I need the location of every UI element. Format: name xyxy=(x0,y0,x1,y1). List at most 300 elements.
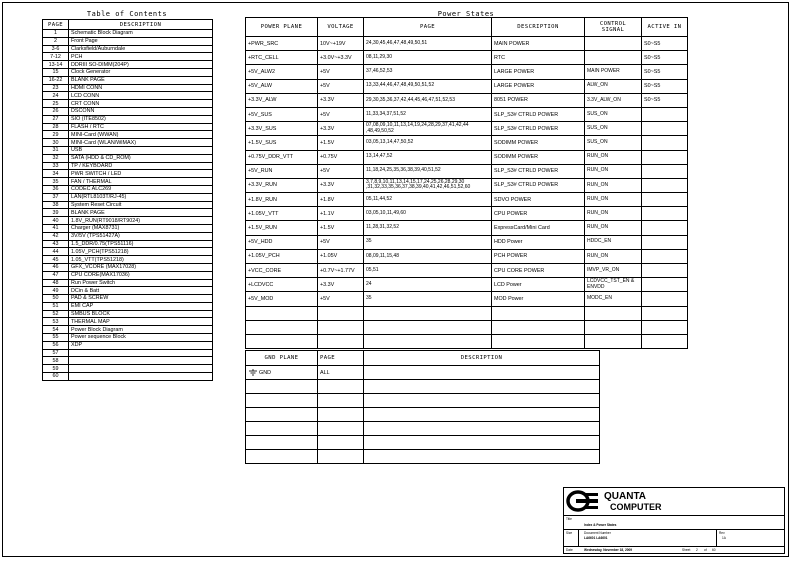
description-cell xyxy=(492,306,585,320)
toc-row xyxy=(43,341,213,349)
toc-row xyxy=(43,146,213,154)
power-plane-cell xyxy=(246,334,318,348)
active-in-cell: S0~S5 xyxy=(642,65,688,79)
toc-row xyxy=(43,45,213,53)
toc-page-cell: 1 xyxy=(43,30,69,38)
toc-row xyxy=(43,334,213,342)
size-divider xyxy=(578,529,579,546)
toc-description-cell: USB xyxy=(69,146,213,154)
voltage-cell: +0.7V~+1.77V xyxy=(318,264,364,278)
toc-page-cell: 26 xyxy=(43,107,69,115)
gnd-plane-cell xyxy=(246,380,318,394)
toc-row xyxy=(43,357,213,365)
control-signal-cell: ALW_ON xyxy=(585,79,642,93)
toc-description-cell: CPU CORE(MAX17036) xyxy=(69,271,213,279)
voltage-cell: +3.3V xyxy=(318,178,364,192)
voltage-cell xyxy=(318,334,364,348)
toc-page-cell: 39 xyxy=(43,209,69,217)
ground-symbol-icon xyxy=(248,369,258,376)
quanta-logo xyxy=(566,490,600,512)
control-signal-cell: RUN_ON xyxy=(585,193,642,207)
page-list-cell xyxy=(364,334,492,348)
power-plane-cell xyxy=(246,306,318,320)
power-plane-cell: +3.3V_SUS xyxy=(246,122,318,136)
gnd-header-page: PAGE xyxy=(318,351,364,366)
toc-description-cell: FLASH / RTC xyxy=(69,123,213,131)
toc-row xyxy=(43,61,213,69)
toc-page-cell: 31 xyxy=(43,146,69,154)
control-signal-cell: RUN_ON xyxy=(585,221,642,235)
voltage-cell xyxy=(318,320,364,334)
power-row xyxy=(246,207,688,221)
toc-description-cell: Run Power Switch xyxy=(69,279,213,287)
voltage-cell: +1.1V xyxy=(318,207,364,221)
page-list-cell xyxy=(364,306,492,320)
description-cell: LARGE POWER xyxy=(492,65,585,79)
rev-divider xyxy=(716,529,717,546)
page-list-cell: 07,08,09,10,11,13,14,19,24,28,29,37,41,42,44 ,48,49,50,52 xyxy=(364,122,492,136)
description-cell: SLP_S3# CTRLD POWER xyxy=(492,164,585,178)
power-plane-cell: +3.3V_ALW xyxy=(246,93,318,107)
gnd-description-cell xyxy=(364,394,600,408)
active-in-cell xyxy=(642,164,688,178)
active-in-cell xyxy=(642,107,688,121)
power-row xyxy=(246,79,688,93)
power-plane-cell: +1.05V_PCH xyxy=(246,249,318,263)
control-signal-cell xyxy=(585,320,642,334)
gnd-row xyxy=(246,422,600,436)
toc-row xyxy=(43,224,213,232)
toc-page-cell: 50 xyxy=(43,295,69,303)
page-list-cell: 35 xyxy=(364,292,492,306)
control-signal-cell: SUS_ON xyxy=(585,122,642,136)
voltage-cell: +5V xyxy=(318,79,364,93)
toc-description-cell: SIO (ITE8502) xyxy=(69,115,213,123)
power-states-title: Power States xyxy=(437,10,495,18)
power-row xyxy=(246,292,688,306)
toc-description-cell: GFX_VCORE (MAX17028) xyxy=(69,263,213,271)
gnd-row xyxy=(246,366,600,380)
active-in-cell xyxy=(642,278,688,292)
power-plane-cell: +1.05V_VTT xyxy=(246,207,318,221)
toc-page-cell: 29 xyxy=(43,131,69,139)
toc-description-cell: Clock Generator xyxy=(69,68,213,76)
active-in-cell xyxy=(642,235,688,249)
toc-page-cell: 60 xyxy=(43,373,69,381)
active-in-cell xyxy=(642,306,688,320)
toc-page-cell: 25 xyxy=(43,100,69,108)
gnd-row xyxy=(246,436,600,450)
toc-description-cell: 1.5_DDR/0.75(TPS51116) xyxy=(69,240,213,248)
power-plane-cell: +PWR_SRC xyxy=(246,37,318,51)
toc-page-cell: 30 xyxy=(43,139,69,147)
toc-row xyxy=(43,349,213,357)
power-plane-cell: +1.5V_SUS xyxy=(246,136,318,150)
toc-row xyxy=(43,240,213,248)
toc-row xyxy=(43,256,213,264)
power-row xyxy=(246,37,688,51)
toc-row xyxy=(43,295,213,303)
toc-page-cell: 33 xyxy=(43,162,69,170)
toc-description-cell: FAN / THERMAL xyxy=(69,178,213,186)
toc-row xyxy=(43,100,213,108)
control-signal-cell xyxy=(585,334,642,348)
toc-row xyxy=(43,201,213,209)
active-in-cell xyxy=(642,264,688,278)
toc-description-cell: Clarksfield/Auburndale xyxy=(69,45,213,53)
page-list-cell: 29,30,35,36,37,42,44,45,46,47,51,52,53 xyxy=(364,93,492,107)
sheets-value: 60 xyxy=(712,548,716,552)
size-label: Size xyxy=(566,531,573,535)
toc-table xyxy=(42,19,213,381)
gnd-row xyxy=(246,450,600,464)
power-row xyxy=(246,193,688,207)
gnd-page-cell xyxy=(318,366,364,380)
description-cell: SLP_S3# CTRLD POWER xyxy=(492,122,585,136)
voltage-cell: +5V xyxy=(318,292,364,306)
gnd-page-cell xyxy=(318,394,364,408)
toc-description-cell: Power sequence Block xyxy=(69,334,213,342)
toc-page-cell: 27 xyxy=(43,115,69,123)
toc-description-cell: XDP xyxy=(69,341,213,349)
toc-page-cell: 28 xyxy=(43,123,69,131)
voltage-cell: 10V~+19V xyxy=(318,37,364,51)
active-in-cell xyxy=(642,292,688,306)
power-row xyxy=(246,93,688,107)
gnd-description-cell xyxy=(364,450,600,464)
toc-row xyxy=(43,131,213,139)
description-cell: LCD Power xyxy=(492,278,585,292)
toc-page-cell: 55 xyxy=(43,334,69,342)
page-list-cell: 08,11,29,30 xyxy=(364,51,492,65)
voltage-cell: +5V xyxy=(318,235,364,249)
toc-page-cell: 48 xyxy=(43,279,69,287)
description-cell: MAIN POWER xyxy=(492,37,585,51)
toc-row xyxy=(43,170,213,178)
title-block xyxy=(563,487,785,554)
power-plane-cell: +5V_MOD xyxy=(246,292,318,306)
active-in-cell: S0~S5 xyxy=(642,93,688,107)
rev-value: 1A xyxy=(722,536,726,540)
toc-row xyxy=(43,123,213,131)
toc-description-cell: DCin & Batt xyxy=(69,287,213,295)
toc-description-cell: LCD CONN xyxy=(69,92,213,100)
toc-description-cell: PAD & SCREW xyxy=(69,295,213,303)
active-in-cell xyxy=(642,207,688,221)
page-list-cell xyxy=(364,320,492,334)
page-list-cell: 24,30,45,46,47,48,49,50,51 xyxy=(364,37,492,51)
gnd-page-cell xyxy=(318,436,364,450)
voltage-cell: +1.05V xyxy=(318,249,364,263)
page-list-cell: 05,51 xyxy=(364,264,492,278)
active-in-cell xyxy=(642,334,688,348)
voltage-cell: +0.75V xyxy=(318,150,364,164)
toc-description-cell: Power Block Diagram xyxy=(69,326,213,334)
toc-page-cell: 40 xyxy=(43,217,69,225)
active-in-cell xyxy=(642,136,688,150)
active-in-cell xyxy=(642,249,688,263)
toc-page-cell: 47 xyxy=(43,271,69,279)
title-block-divider-2 xyxy=(564,529,784,530)
description-cell: SDVO POWER xyxy=(492,193,585,207)
description-cell: SODIMM POWER xyxy=(492,136,585,150)
power-row xyxy=(246,278,688,292)
description-cell: 8051 POWER xyxy=(492,93,585,107)
active-in-cell xyxy=(642,193,688,207)
toc-description-cell xyxy=(69,357,213,365)
page-list-cell: 13,14,47,52 xyxy=(364,150,492,164)
toc-page-cell: 7-12 xyxy=(43,53,69,61)
power-row xyxy=(246,136,688,150)
toc-row xyxy=(43,373,213,381)
control-signal-cell xyxy=(585,51,642,65)
power-row xyxy=(246,51,688,65)
control-signal-cell: RUN_ON xyxy=(585,150,642,164)
power-row xyxy=(246,122,688,136)
gnd-description-cell xyxy=(364,408,600,422)
toc-page-cell: 59 xyxy=(43,365,69,373)
voltage-cell: +5V xyxy=(318,65,364,79)
of-label: of xyxy=(704,548,707,552)
toc-description-cell: DSCONN xyxy=(69,107,213,115)
power-row xyxy=(246,334,688,348)
voltage-cell: +3.3V xyxy=(318,278,364,292)
page-list-cell: 11,33,34,37,51,52 xyxy=(364,107,492,121)
control-signal-cell: RUN_ON xyxy=(585,207,642,221)
toc-description-cell: 3V/5V (TPS51427A) xyxy=(69,232,213,240)
toc-description-cell xyxy=(69,365,213,373)
date-label: Date xyxy=(566,548,573,552)
power-plane-cell: +LCDVCC xyxy=(246,278,318,292)
gnd-plane-cell xyxy=(246,450,318,464)
control-signal-cell: RUN_ON xyxy=(585,164,642,178)
gnd-page-cell xyxy=(318,408,364,422)
page-list-cell: 11,18,24,25,35,36,38,39,40,51,52 xyxy=(364,164,492,178)
power-plane-cell: +1.8V_RUN xyxy=(246,193,318,207)
power-header-plane: POWER PLANE xyxy=(246,18,318,37)
page-list-cell: 11,28,31,32,52 xyxy=(364,221,492,235)
toc-row xyxy=(43,53,213,61)
gnd-row xyxy=(246,408,600,422)
power-row xyxy=(246,178,688,192)
control-signal-cell: MODC_EN xyxy=(585,292,642,306)
doc-number: LA6601 LA6601 xyxy=(584,536,608,540)
description-cell: SODIMM POWER xyxy=(492,150,585,164)
toc-description-cell: CODEC ALC269 xyxy=(69,185,213,193)
toc-description-cell: THERMAL MAP xyxy=(69,318,213,326)
control-signal-cell: SUS_ON xyxy=(585,107,642,121)
description-cell: SLP_S3# CTRLD POWER xyxy=(492,178,585,192)
page-list-cell: 37,46,52,53 xyxy=(364,65,492,79)
toc-description-cell: SATA (HDD & CD_ROM) xyxy=(69,154,213,162)
power-row xyxy=(246,306,688,320)
toc-page-cell: 58 xyxy=(43,357,69,365)
title-block-divider-3 xyxy=(564,546,784,547)
active-in-cell: S0~S5 xyxy=(642,37,688,51)
toc-page-cell: 16-22 xyxy=(43,76,69,84)
power-plane-cell: +5V_RUN xyxy=(246,164,318,178)
toc-page-cell: 46 xyxy=(43,263,69,271)
power-plane-cell: +1.5V_RUN xyxy=(246,221,318,235)
toc-description-cell xyxy=(69,373,213,381)
toc-row xyxy=(43,248,213,256)
toc-page-cell: 15 xyxy=(43,68,69,76)
power-header-description: DESCRIPTION xyxy=(492,18,585,37)
gnd-row xyxy=(246,394,600,408)
title-label: Title xyxy=(566,517,572,521)
gnd-description-cell xyxy=(364,422,600,436)
voltage-cell xyxy=(318,306,364,320)
active-in-cell xyxy=(642,320,688,334)
power-plane-cell: +RTC_CELL xyxy=(246,51,318,65)
voltage-cell: +1.8V xyxy=(318,193,364,207)
gnd-description-cell xyxy=(364,366,600,380)
toc-description-cell: MINI-Card (WLAN/WiMAX) xyxy=(69,139,213,147)
power-row xyxy=(246,65,688,79)
power-plane-cell: +5V_ALW xyxy=(246,79,318,93)
active-in-cell xyxy=(642,221,688,235)
toc-page-cell: 23 xyxy=(43,84,69,92)
voltage-cell: +5V xyxy=(318,164,364,178)
gnd-header-plane: GND PLANE xyxy=(246,351,318,366)
toc-row xyxy=(43,92,213,100)
power-row xyxy=(246,221,688,235)
toc-description-cell: PCH xyxy=(69,53,213,61)
toc-page-cell: 32 xyxy=(43,154,69,162)
description-cell: ExpressCard/Mini Card xyxy=(492,221,585,235)
toc-description-cell: Schematic Block Diagram xyxy=(69,30,213,38)
description-cell: PCH POWER xyxy=(492,249,585,263)
gnd-page-cell xyxy=(318,450,364,464)
toc-row xyxy=(43,84,213,92)
gnd-page-cell xyxy=(318,422,364,436)
description-cell: CPU POWER xyxy=(492,207,585,221)
toc-description-cell: LAN(RTL8103T/RJ-45) xyxy=(69,193,213,201)
toc-description-cell: CRT CONN xyxy=(69,100,213,108)
description-cell: RTC xyxy=(492,51,585,65)
gnd-plane-cell xyxy=(246,366,318,380)
toc-description-cell: MINI-Card (WWAN) xyxy=(69,131,213,139)
page-list-cell: 08,09,11,15,48 xyxy=(364,249,492,263)
date-value: Wednesday, November 18, 2009 xyxy=(584,548,633,552)
toc-page-cell: 37 xyxy=(43,193,69,201)
active-in-cell: S0~S5 xyxy=(642,51,688,65)
voltage-cell: +3.3V xyxy=(318,122,364,136)
description-cell xyxy=(492,320,585,334)
voltage-cell: +3.0V~+3.3V xyxy=(318,51,364,65)
active-in-cell xyxy=(642,122,688,136)
page-list-cell: 35 xyxy=(364,235,492,249)
power-row xyxy=(246,164,688,178)
voltage-cell: +1.5V xyxy=(318,136,364,150)
doc-number-label: Document Number xyxy=(584,531,611,535)
control-signal-cell: SUS_ON xyxy=(585,136,642,150)
control-signal-cell: 3.3V_ALW_ON xyxy=(585,93,642,107)
gnd-plane-table xyxy=(245,350,600,464)
toc-page-cell: 56 xyxy=(43,341,69,349)
power-row xyxy=(246,107,688,121)
voltage-cell: +3.3V xyxy=(318,93,364,107)
gnd-plane-cell xyxy=(246,436,318,450)
toc-row xyxy=(43,107,213,115)
toc-description-cell: DDRIII SO-DIMM(204P) xyxy=(69,61,213,69)
toc-header-page: PAGE xyxy=(43,20,69,30)
toc-row xyxy=(43,162,213,170)
toc-description-cell xyxy=(69,349,213,357)
toc-header-description: DESCRIPTION xyxy=(69,20,213,30)
gnd-row xyxy=(246,380,600,394)
toc-page-cell: 54 xyxy=(43,326,69,334)
toc-row xyxy=(43,326,213,334)
toc-description-cell: 1.8V_RUN(RT9018/RT9024) xyxy=(69,217,213,225)
toc-page-cell: 52 xyxy=(43,310,69,318)
toc-description-cell: Front Page xyxy=(69,37,213,45)
power-header-page: PAGE xyxy=(364,18,492,37)
gnd-description-cell xyxy=(364,380,600,394)
toc-page-cell: 36 xyxy=(43,185,69,193)
toc-description-cell: PWR SWITCH / LED xyxy=(69,170,213,178)
control-signal-cell: RUN_ON xyxy=(585,249,642,263)
toc-description-cell: System Reset Circuit xyxy=(69,201,213,209)
toc-row xyxy=(43,115,213,123)
title-block-divider-1 xyxy=(564,515,784,516)
gnd-plane-cell-text: GND xyxy=(259,369,271,376)
power-row xyxy=(246,320,688,334)
active-in-cell xyxy=(642,150,688,164)
toc-description-cell: 1.05V_PCH(TPS51218) xyxy=(69,248,213,256)
gnd-page-cell-text: ALL xyxy=(320,369,330,376)
power-plane-cell: +VCC_CORE xyxy=(246,264,318,278)
page-list-cell: 03,05,10,11,49,60 xyxy=(364,207,492,221)
toc-page-cell: 35 xyxy=(43,178,69,186)
description-cell: HDD Power xyxy=(492,235,585,249)
toc-row xyxy=(43,30,213,38)
toc-row xyxy=(43,217,213,225)
description-cell xyxy=(492,334,585,348)
toc-description-cell: BLANK PAGE xyxy=(69,76,213,84)
voltage-cell: +1.5V xyxy=(318,221,364,235)
description-cell: LARGE POWER xyxy=(492,79,585,93)
sheet-label: Sheet xyxy=(682,548,691,552)
control-signal-cell: LCDVCC_TST_EN & ENVDD xyxy=(585,278,642,292)
toc-page-cell: 49 xyxy=(43,287,69,295)
power-plane-cell: +0.75V_DDR_VTT xyxy=(246,150,318,164)
gnd-header-description: DESCRIPTION xyxy=(364,351,600,366)
toc-row xyxy=(43,68,213,76)
description-cell: MOD Power xyxy=(492,292,585,306)
toc-page-cell: 41 xyxy=(43,224,69,232)
voltage-cell: +5V xyxy=(318,107,364,121)
rev-label: Rev xyxy=(719,531,725,535)
power-row xyxy=(246,235,688,249)
toc-page-cell: 51 xyxy=(43,302,69,310)
page-list-cell: 24 xyxy=(364,278,492,292)
toc-description-cell: Charger (MAX8731) xyxy=(69,224,213,232)
power-header-voltage: VOLTAGE xyxy=(318,18,364,37)
power-row xyxy=(246,249,688,263)
description-cell: SLP_S3# CTRLD POWER xyxy=(492,107,585,121)
toc-page-cell: 34 xyxy=(43,170,69,178)
power-plane-cell: +5V_SUS xyxy=(246,107,318,121)
toc-row xyxy=(43,37,213,45)
gnd-page-cell xyxy=(318,380,364,394)
document-title: Index & Power States xyxy=(584,523,617,527)
control-signal-cell: RUN_ON xyxy=(585,178,642,192)
toc-description-cell: TP / KEYBOARD xyxy=(69,162,213,170)
toc-page-cell: 57 xyxy=(43,349,69,357)
control-signal-cell: HDDC_EN xyxy=(585,235,642,249)
page-list-cell: 05,11,44,52 xyxy=(364,193,492,207)
